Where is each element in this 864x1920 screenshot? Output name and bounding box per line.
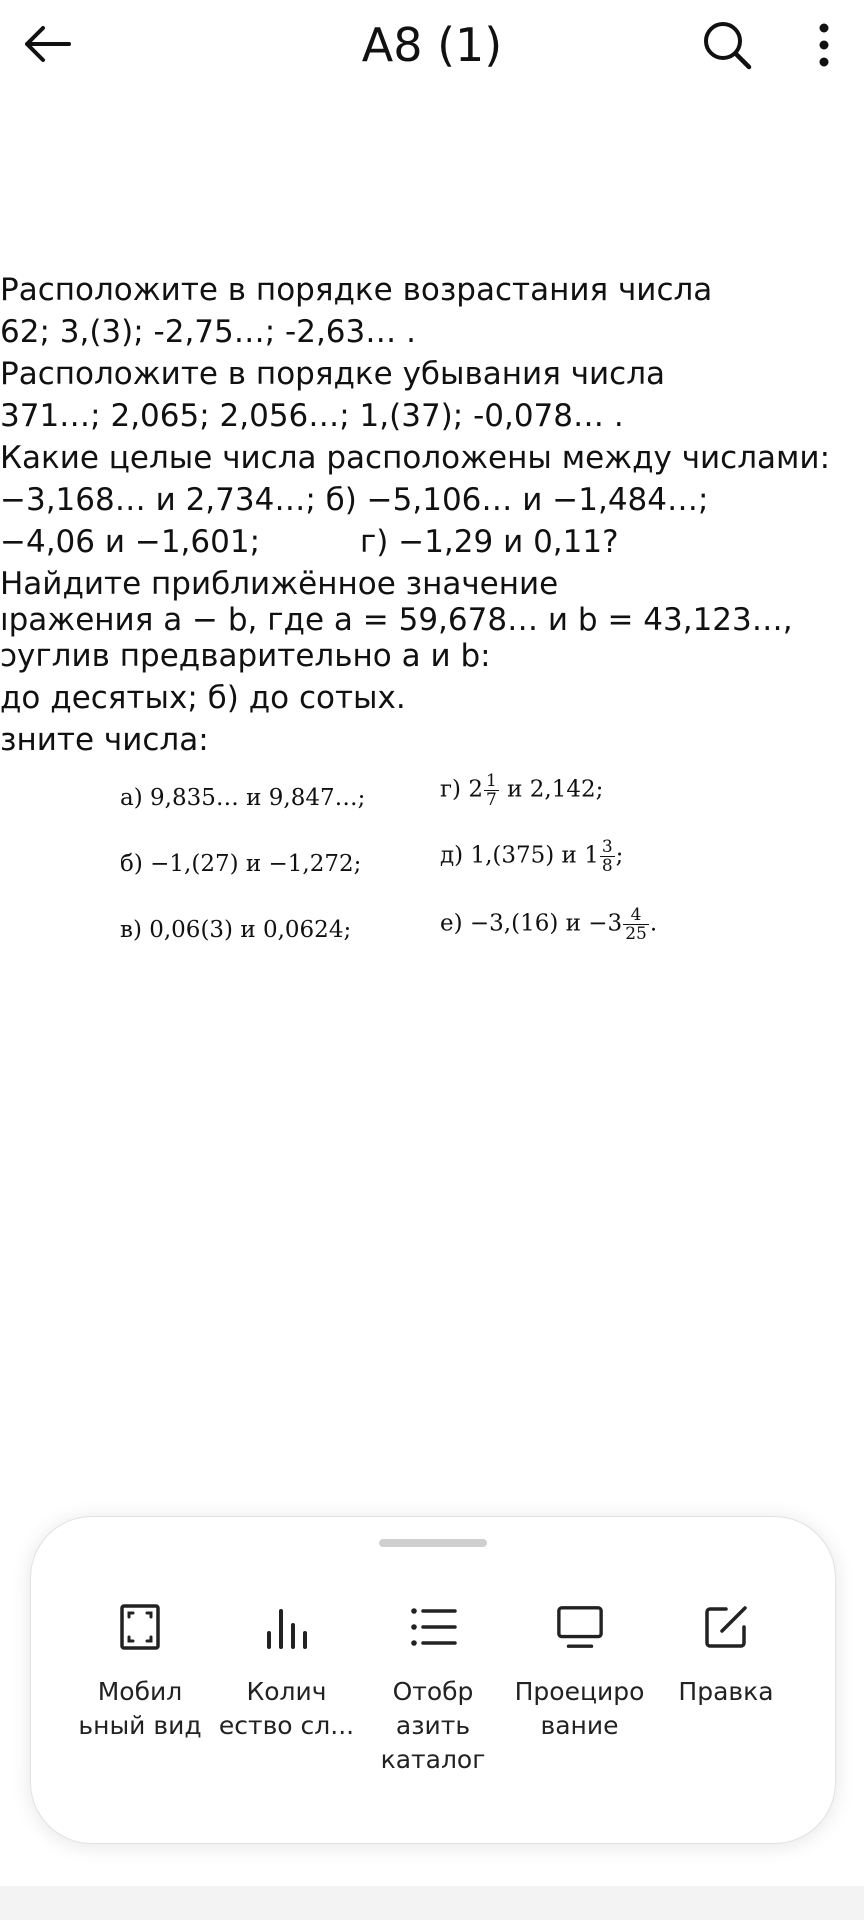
fraction-numerator: 4 — [623, 906, 649, 925]
compare-item-d — [440, 838, 623, 875]
fraction-numerator: 1 — [485, 771, 497, 791]
doc-line: Какие целые числа расположены между числами: — [0, 440, 831, 476]
doc-line: Расположите в порядке возрастания числа — [0, 272, 713, 308]
doc-line: до десятых; б) до сотых. — [0, 680, 406, 716]
compare-e-suffix: . — [649, 910, 658, 937]
navigation-strip — [0, 1886, 864, 1920]
doc-line: −4,06 и −1,601; — [0, 524, 261, 560]
action-label: Мобил ьный вид — [78, 1677, 202, 1740]
compare-item-e — [440, 906, 657, 943]
doc-line: 62; 3,(3); -2,75…; -2,63… . — [0, 314, 416, 350]
app-bar — [0, 0, 864, 92]
mobile-view-button[interactable] — [67, 1603, 213, 1777]
search-icon — [701, 19, 753, 71]
doc-line: Расположите в порядке убывания числа — [0, 356, 666, 392]
bottom-sheet — [30, 1516, 836, 1844]
doc-line: −3,168… и 2,734…; б) −5,106… и −1,484…; — [0, 482, 709, 518]
doc-line: ıражения a − b, где a = 59,678… и b = 43,123…, — [0, 602, 793, 638]
compare-g-suffix: и 2,142; — [499, 776, 604, 803]
fraction-denominator: 7 — [485, 790, 497, 810]
document-title: А8 (1) — [361, 18, 503, 72]
fraction — [623, 906, 649, 943]
action-label: Отобр азить каталог — [380, 1677, 486, 1774]
word-count-button[interactable] — [214, 1603, 360, 1777]
doc-line: зните числа: — [0, 722, 209, 758]
doc-line: ɔуглив предварительно a и b: — [0, 638, 491, 674]
doc-line: г) −1,29 и 0,11? — [360, 524, 619, 560]
edit-icon — [702, 1603, 750, 1651]
catalog-list-icon — [409, 1603, 457, 1651]
document-page[interactable] — [0, 92, 864, 1522]
more-options-button[interactable] — [800, 14, 848, 76]
compare-item-b: б) −1,(27) и −1,272; — [120, 851, 362, 877]
fraction — [484, 772, 499, 809]
fraction-denominator: 8 — [601, 856, 613, 876]
fraction-numerator: 3 — [601, 837, 613, 857]
projection-button[interactable] — [507, 1603, 653, 1777]
compare-d-prefix: д) 1,(375) и 1 — [440, 842, 599, 869]
search-button[interactable] — [696, 14, 758, 76]
compare-item-g — [440, 772, 603, 809]
edit-button[interactable] — [653, 1603, 799, 1777]
sheet-actions — [67, 1603, 799, 1777]
fraction-denominator: 25 — [625, 924, 647, 944]
more-vertical-icon — [817, 22, 831, 68]
projection-monitor-icon — [556, 1603, 604, 1651]
fraction — [600, 838, 615, 875]
doc-line: 371…; 2,065; 2,056…; 1,(37); -0,078… . — [0, 398, 624, 434]
sheet-drag-handle[interactable] — [379, 1539, 487, 1547]
compare-item-v: в) 0,06(3) и 0,0624; — [120, 917, 352, 943]
doc-line: Найдите приближённое значение — [0, 566, 559, 602]
compare-g-prefix: г) 2 — [440, 776, 483, 803]
show-catalog-button[interactable] — [360, 1603, 506, 1777]
arrow-left-icon — [19, 24, 75, 64]
action-label: Правка — [678, 1677, 774, 1706]
compare-e-prefix: е) −3,(16) и −3 — [440, 910, 623, 937]
action-label: Колич ество сл... — [218, 1677, 355, 1740]
word-count-icon — [263, 1603, 311, 1651]
compare-d-suffix: ; — [615, 842, 624, 869]
action-label: Проециро вание — [514, 1677, 645, 1740]
mobile-view-icon — [116, 1603, 164, 1651]
compare-item-a: а) 9,835… и 9,847…; — [120, 785, 366, 811]
back-button[interactable] — [16, 16, 78, 72]
